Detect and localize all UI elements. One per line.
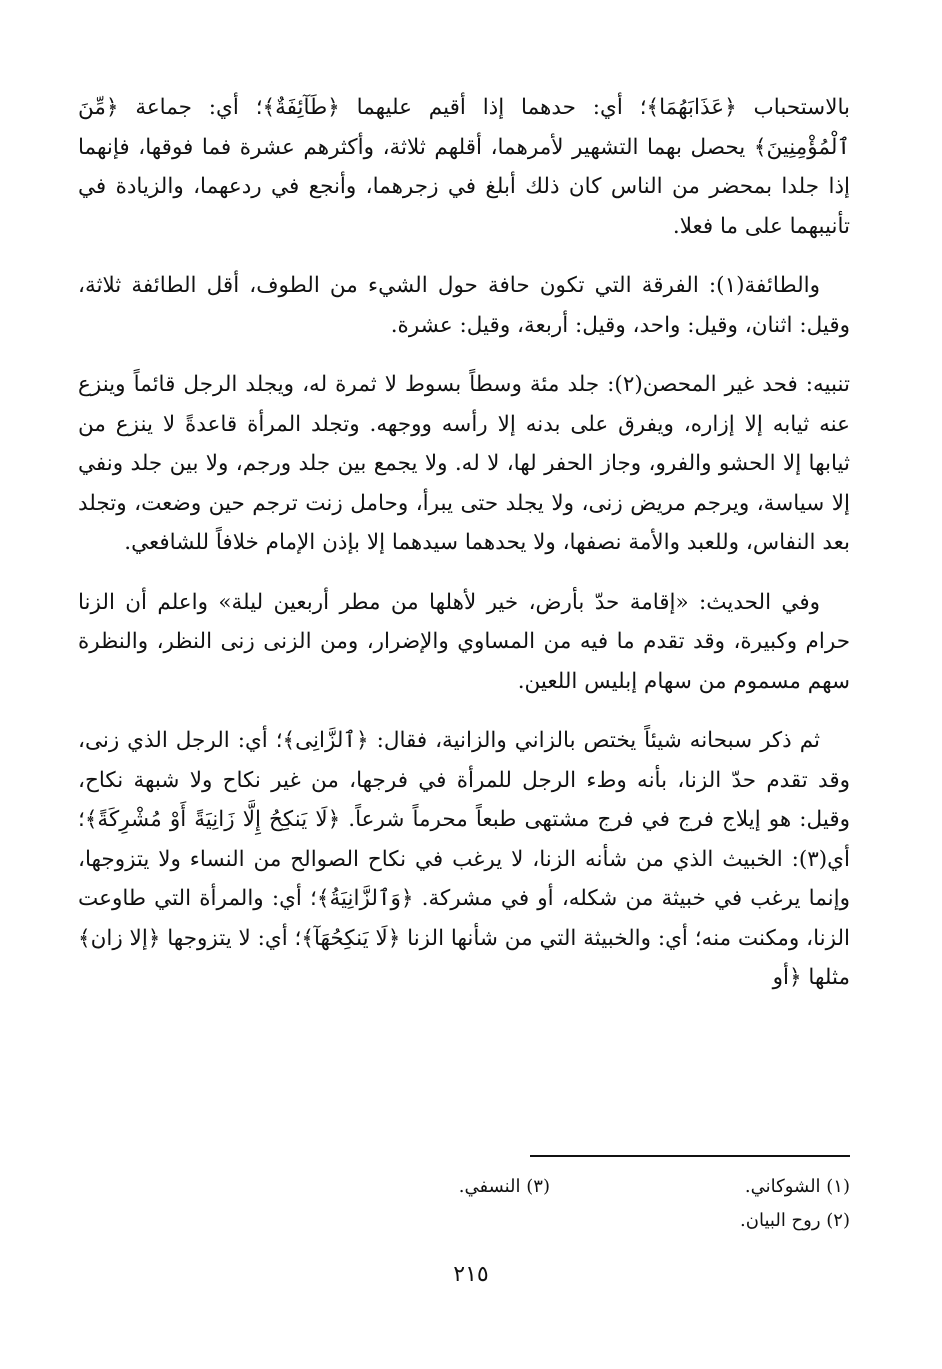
- page-number: ٢١٥: [453, 1262, 489, 1287]
- footnote-row-1: [150, 1170, 850, 1204]
- paragraph-5: ثم ذكر سبحانه شيئاً يختص بالزاني والزانية، فقال: ﴿ٱلزَّانِى﴾؛ أي: الرجل الذي زنى، وقد تقدم حدّ الزنا، بأنه وطء الرجل للمرأة في فرجها، من غير نكاح ولا شبهة نكاح، وقيل: هو إيلاج فرج في فرج مشتهى طبعاً محرماً شرعاً. ﴿لَا يَنكِحُ إِلَّا زَانِيَةً أَوْ مُشْرِكَةً﴾؛ أي(٣): الخبيث الذي من شأنه الزنا، لا يرغب في نكاح الصوالح من النساء ولا يتزوجها، وإنما يرغب في خبيثة من شكله، أو في مشركة. ﴿وَٱلزَّانِيَةُ﴾؛ أي: والمرأة التي طاوعت الزنا، ومكنت منه؛ أي: والخبيثة التي من شأنها الزنا ﴿لَا يَنكِحُهَآ﴾؛ أي: لا يتزوجها ﴿إلا زان﴾ مثلها ﴿أو: [77, 728, 850, 990]
- footnote-1: (١) الشوكاني.: [744, 1176, 850, 1197]
- paragraph-1: بالاستحباب ﴿عَذَابَهُمَا﴾؛ أي: حدهما إذا أقيم عليهما ﴿طَآئِفَةٌ﴾؛ أي: جماعة ﴿مِّنَ ٱلْمُؤْمِنِينَ﴾ يحصل بهما التشهير لأمرهما، أقلهم ثلاثة، وأكثرهم عشرة فما فوقها، فإنهما إذا جلدا بمحضر من الناس كان ذلك أبلغ في زجرهما، وأنجع في ردعهما، والزيادة في تأنيبهما على ما فعلا.: [78, 95, 850, 239]
- footnotes: [150, 1170, 850, 1238]
- footnote-3: (٣) النسفي.: [458, 1176, 550, 1197]
- footnote-divider: [530, 1155, 850, 1157]
- footnote-2: (٢) روح البيان.: [740, 1210, 850, 1231]
- page-body: [78, 88, 850, 1018]
- footnote-row-2: [150, 1204, 850, 1238]
- paragraph-3: تنبيه: فحد غير المحصن(٢): جلد مئة وسطاً بسوط لا ثمرة له، ويجلد الرجل قائماً وينزع عنه ثيابه إلا إزاره، ويفرق على بدنه إلا رأسه ووجهه. وتجلد المرأة قاعدةً لا ينزع من ثيابها إلا الحشو والفرو، وجاز الحفر لها، لا له. ولا يجمع بين جلد ورجم، ولا بين جلد ونفي إلا سياسة، ويرجم مريض زنى، ولا يجلد حتى يبرأ، وحامل زنت ترجم حين وضعت، وتجلد بعد النفاس، وللعبد والأمة نصفها، ولا يحدهما سيدهما إلا بإذن الإمام خلافاً للشافعي.: [78, 372, 850, 555]
- paragraph-2: والطائفة(١): الفرقة التي تكون حافة حول الشيء من الطوف، أقل الطائفة ثلاثة، وقيل: اثنان، وقيل: واحد، وقيل: أربعة، وقيل: عشرة.: [78, 273, 850, 338]
- paragraph-4: وفي الحديث: «إقامة حدّ بأرض، خير لأهلها من مطر أربعين ليلة» واعلم أن الزنا حرام وكبيرة، وقد تقدم ما فيه من المساوي والإضرار، ومن الزنى زنى النظر، والنظرة سهم مسموم من سهام إبليس اللعين.: [78, 589, 850, 694]
